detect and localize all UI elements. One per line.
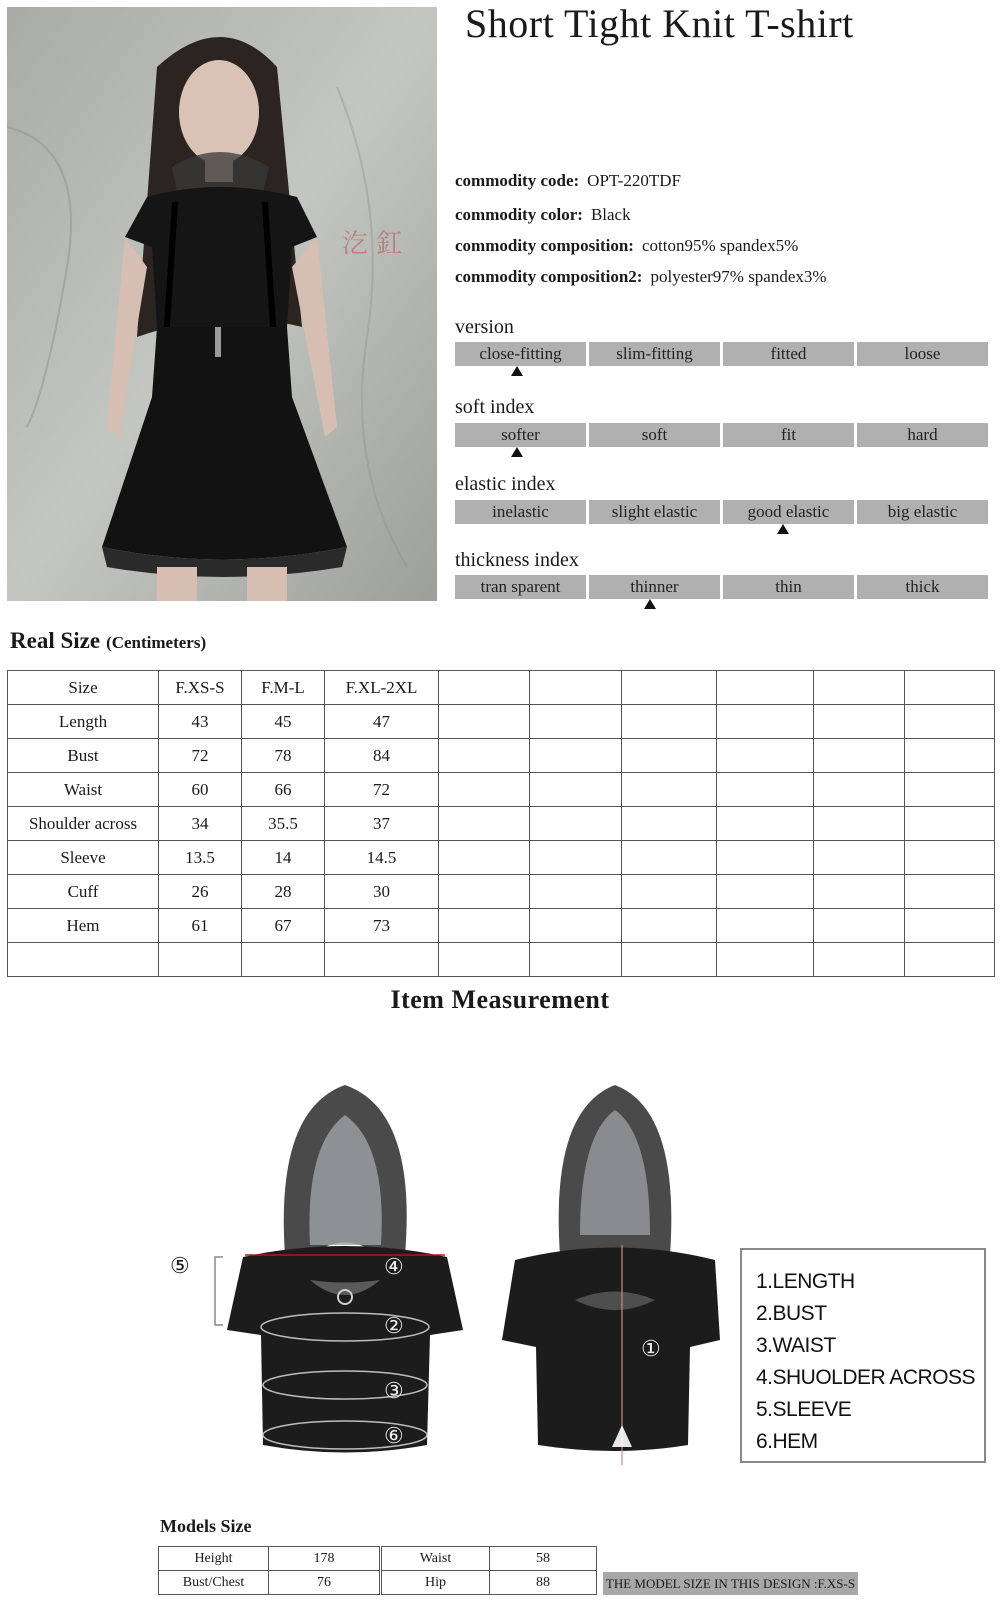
soft-index-option: fit [723, 423, 854, 447]
empty-cell [905, 671, 995, 705]
empty-cell [905, 943, 995, 977]
attr-value: polyester97% spandex3% [650, 267, 827, 286]
empty-cell [717, 909, 814, 943]
real-size-unit: (Centimeters) [106, 633, 207, 652]
elastic-index-selected-marker [777, 524, 789, 534]
legend-item: 6.HEM [756, 1430, 818, 1453]
soft-index-label: soft index [455, 396, 535, 418]
empty-cell [530, 909, 622, 943]
model-measure-label: Waist [382, 1547, 490, 1571]
empty-cell [439, 773, 530, 807]
empty-cell [530, 671, 622, 705]
empty-cell [814, 739, 905, 773]
attr-value: cotton95% spandex5% [641, 236, 799, 255]
empty-cell [530, 773, 622, 807]
garment-front-diagram [205, 1085, 470, 1485]
thickness-index-label: thickness index [455, 549, 579, 571]
attr-value: OPT-220TDF [587, 171, 682, 190]
thickness-index-option: tran sparent [455, 575, 586, 599]
value-cell: 30 [325, 875, 439, 909]
model-size-note: THE MODEL SIZE IN THIS DESIGN :F.XS-S [603, 1572, 858, 1595]
empty-cell [622, 773, 717, 807]
item-measurement-title: Item Measurement [390, 985, 610, 1014]
table-row [8, 773, 995, 807]
model-measure-label: Bust/Chest [159, 1571, 269, 1595]
model-measure-value: 58 [490, 1547, 597, 1571]
value-cell: 14 [242, 841, 325, 875]
empty-cell [622, 841, 717, 875]
model-measure-label: Hip [382, 1571, 490, 1595]
product-title: Short Tight Knit T-shirt [465, 1, 854, 46]
marker-6: ⑥ [384, 1423, 404, 1448]
empty-cell [439, 807, 530, 841]
empty-cell [439, 909, 530, 943]
empty-cell [814, 909, 905, 943]
empty-cell [530, 943, 622, 977]
header-cell: F.M-L [242, 671, 325, 705]
empty-cell [439, 875, 530, 909]
size-table-header [8, 671, 995, 705]
empty-cell [905, 909, 995, 943]
version-scale [455, 342, 988, 366]
svg-text:汔 釭: 汔 釭 [342, 229, 403, 259]
legend-item: 2.BUST [756, 1302, 827, 1325]
empty-cell [439, 841, 530, 875]
value-cell: 34 [159, 807, 242, 841]
empty-cell [717, 875, 814, 909]
empty-cell [622, 909, 717, 943]
product-photo [7, 7, 437, 601]
version-option: fitted [723, 342, 854, 366]
empty-cell [622, 671, 717, 705]
model-measure-value: 88 [490, 1571, 597, 1595]
value-cell: 13.5 [159, 841, 242, 875]
elastic-index-scale [455, 500, 988, 524]
thickness-index-selected-marker [644, 599, 656, 609]
value-cell: 73 [325, 909, 439, 943]
version-selected-marker [511, 366, 523, 376]
elastic-index-label: elastic index [455, 473, 556, 495]
elastic-index-option: inelastic [455, 500, 586, 524]
empty-cell [905, 841, 995, 875]
legend-item: 1.LENGTH [756, 1270, 855, 1293]
models-size-table-left [158, 1546, 380, 1595]
row-label: Bust [8, 739, 159, 773]
version-option: slim-fitting [589, 342, 720, 366]
row-label: Hem [8, 909, 159, 943]
empty-cell [717, 773, 814, 807]
soft-index-selected-marker [511, 447, 523, 457]
empty-cell [622, 739, 717, 773]
empty-cell [439, 671, 530, 705]
value-cell: 43 [159, 705, 242, 739]
header-cell: F.XS-S [159, 671, 242, 705]
empty-cell [622, 875, 717, 909]
version-label: version [455, 316, 514, 338]
empty-cell [905, 705, 995, 739]
row-label: Cuff [8, 875, 159, 909]
marker-2: ② [384, 1313, 404, 1338]
models-size-title: Models Size [160, 1516, 252, 1536]
value-cell: 28 [242, 875, 325, 909]
real-size-title: Real Size [10, 628, 101, 653]
empty-cell [530, 807, 622, 841]
version-option: close-fitting [455, 342, 586, 366]
empty-cell [814, 875, 905, 909]
table-row [159, 1547, 380, 1571]
legend-item: 3.WAIST [756, 1334, 836, 1357]
version-option: loose [857, 342, 988, 366]
table-row [8, 705, 995, 739]
real-size-heading [10, 628, 206, 654]
model-measure-value: 76 [269, 1571, 380, 1595]
empty-cell [905, 739, 995, 773]
empty-cell [159, 943, 242, 977]
header-cell: Size [8, 671, 159, 705]
empty-cell [905, 773, 995, 807]
table-row [8, 875, 995, 909]
value-cell: 67 [242, 909, 325, 943]
size-table [7, 670, 995, 977]
soft-index-scale [455, 423, 988, 447]
empty-cell [717, 943, 814, 977]
empty-cell [530, 739, 622, 773]
value-cell: 61 [159, 909, 242, 943]
row-label: Waist [8, 773, 159, 807]
value-cell: 14.5 [325, 841, 439, 875]
attr-label: commodity code: [455, 171, 580, 190]
attr-commodity-composition [455, 236, 798, 256]
attr-commodity-code [455, 171, 681, 191]
empty-cell [814, 807, 905, 841]
empty-cell [717, 841, 814, 875]
marker-1: ① [641, 1336, 661, 1361]
empty-cell [439, 943, 530, 977]
measurement-legend [740, 1248, 986, 1463]
value-cell: 47 [325, 705, 439, 739]
soft-index-option: hard [857, 423, 988, 447]
empty-cell [439, 739, 530, 773]
value-cell: 78 [242, 739, 325, 773]
empty-cell [622, 943, 717, 977]
garment-back-diagram [490, 1085, 720, 1485]
empty-cell [8, 943, 159, 977]
row-label: Shoulder across [8, 807, 159, 841]
empty-cell [814, 773, 905, 807]
legend-item: 4.SHUOLDER ACROSS [756, 1366, 976, 1389]
table-row [8, 841, 995, 875]
table-row [159, 1571, 380, 1595]
attr-label: commodity color: [455, 205, 583, 224]
thickness-index-option: thin [723, 575, 854, 599]
row-label: Sleeve [8, 841, 159, 875]
empty-cell [814, 943, 905, 977]
models-size-table-right [381, 1546, 597, 1595]
table-row [382, 1571, 597, 1595]
attr-label: commodity composition2: [455, 267, 643, 286]
value-cell: 66 [242, 773, 325, 807]
empty-cell [814, 671, 905, 705]
empty-cell [717, 807, 814, 841]
row-label: Length [8, 705, 159, 739]
empty-cell [717, 671, 814, 705]
thickness-index-option: thick [857, 575, 988, 599]
empty-cell [622, 705, 717, 739]
marker-3: ③ [384, 1378, 404, 1403]
empty-cell [814, 705, 905, 739]
table-row [8, 943, 995, 977]
table-row [8, 909, 995, 943]
empty-cell [814, 841, 905, 875]
thickness-index-scale [455, 575, 988, 599]
empty-cell [717, 739, 814, 773]
value-cell: 37 [325, 807, 439, 841]
model-photo-illustration [7, 7, 437, 601]
value-cell: 60 [159, 773, 242, 807]
value-cell: 45 [242, 705, 325, 739]
value-cell: 26 [159, 875, 242, 909]
empty-cell [905, 807, 995, 841]
empty-cell [530, 705, 622, 739]
attr-commodity-color [455, 205, 631, 225]
attr-commodity-composition2 [455, 267, 827, 287]
soft-index-option: softer [455, 423, 586, 447]
marker-4: ④ [384, 1254, 404, 1279]
empty-cell [242, 943, 325, 977]
empty-cell [439, 705, 530, 739]
value-cell: 35.5 [242, 807, 325, 841]
empty-cell [905, 875, 995, 909]
elastic-index-option: slight elastic [589, 500, 720, 524]
header-cell: F.XL-2XL [325, 671, 439, 705]
legend-item: 5.SLEEVE [756, 1398, 852, 1421]
elastic-index-option: big elastic [857, 500, 988, 524]
soft-index-option: soft [589, 423, 720, 447]
empty-cell [717, 705, 814, 739]
value-cell: 72 [159, 739, 242, 773]
empty-cell [622, 807, 717, 841]
table-row [8, 739, 995, 773]
value-cell: 72 [325, 773, 439, 807]
table-row [8, 807, 995, 841]
attr-value: Black [590, 205, 631, 224]
thickness-index-option: thinner [589, 575, 720, 599]
empty-cell [530, 875, 622, 909]
empty-cell [325, 943, 439, 977]
model-measure-value: 178 [269, 1547, 380, 1571]
marker-5: ⑤ [170, 1253, 190, 1278]
value-cell: 84 [325, 739, 439, 773]
empty-cell [530, 841, 622, 875]
attr-label: commodity composition: [455, 236, 634, 255]
table-row [382, 1547, 597, 1571]
elastic-index-option: good elastic [723, 500, 854, 524]
model-measure-label: Height [159, 1547, 269, 1571]
